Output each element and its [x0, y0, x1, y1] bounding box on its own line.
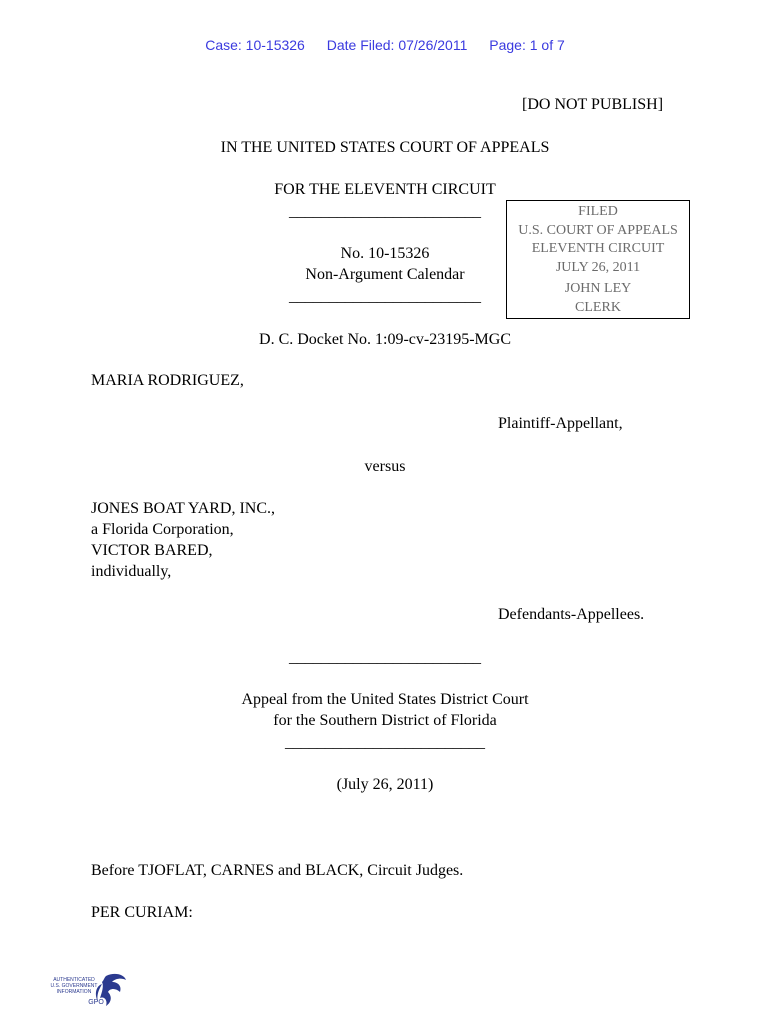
plaintiff-name: MARIA RODRIGUEZ,	[91, 372, 244, 389]
appeal-origin-line2: for the Southern District of Florida	[273, 712, 497, 729]
divider-rule-top: ________________________	[289, 203, 481, 220]
divider-rule-appeal-bottom: _________________________	[285, 734, 485, 751]
versus: versus	[364, 458, 406, 475]
court-name: IN THE UNITED STATES COURT OF APPEALS	[220, 139, 550, 156]
divider-rule-appeal-top: ________________________	[289, 649, 481, 666]
divider-rule-bottom: ________________________	[289, 288, 481, 305]
page-count-header: Page: 1 of 7	[489, 37, 565, 53]
stamp-filed-label: FILED	[578, 204, 618, 219]
decision-date: (July 26, 2011)	[336, 776, 434, 793]
filed-stamp	[506, 200, 690, 319]
seal-gpo-text: GPO	[88, 999, 104, 1006]
publish-status: [DO NOT PUBLISH]	[522, 96, 664, 113]
per-curiam: PER CURIAM:	[91, 904, 193, 921]
defendant-line: a Florida Corporation,	[91, 521, 234, 538]
filing-header	[0, 37, 770, 53]
seal-text-line: INFORMATION	[56, 989, 92, 995]
docket-number: D. C. Docket No. 1:09-cv-23195-MGC	[259, 331, 511, 348]
calendar-type: Non-Argument Calendar	[305, 266, 465, 283]
appeal-origin-line1: Appeal from the United States District Court	[241, 691, 529, 708]
stamp-clerk-name: JOHN LEY	[564, 281, 632, 296]
panel-judges: Before TJOFLAT, CARNES and BLACK, Circuit Judges.	[91, 862, 464, 879]
defendant-line: JONES BOAT YARD, INC.,	[91, 500, 276, 517]
seal-text-line: AUTHENTICATED	[53, 977, 95, 983]
circuit-name: FOR THE ELEVENTH CIRCUIT	[274, 181, 496, 198]
gpo-authentication-seal	[44, 972, 130, 1012]
case-number-header: Case: 10-15326	[205, 37, 305, 53]
defendant-line: individually,	[91, 563, 172, 580]
stamp-court: U.S. COURT OF APPEALS	[518, 222, 678, 238]
stamp-date: JULY 26, 2011	[555, 259, 641, 275]
plaintiff-role: Plaintiff-Appellant,	[498, 415, 623, 432]
seal-text-line: U.S. GOVERNMENT	[50, 983, 98, 989]
gpo-seal-graphic	[44, 972, 130, 1012]
case-number: No. 10-15326	[340, 245, 430, 262]
date-filed-header: Date Filed: 07/26/2011	[326, 37, 468, 53]
defendants-role: Defendants-Appellees.	[498, 606, 645, 623]
defendant-line: VICTOR BARED,	[91, 542, 213, 559]
stamp-circuit: ELEVENTH CIRCUIT	[531, 241, 665, 256]
stamp-clerk-title: CLERK	[575, 299, 621, 315]
